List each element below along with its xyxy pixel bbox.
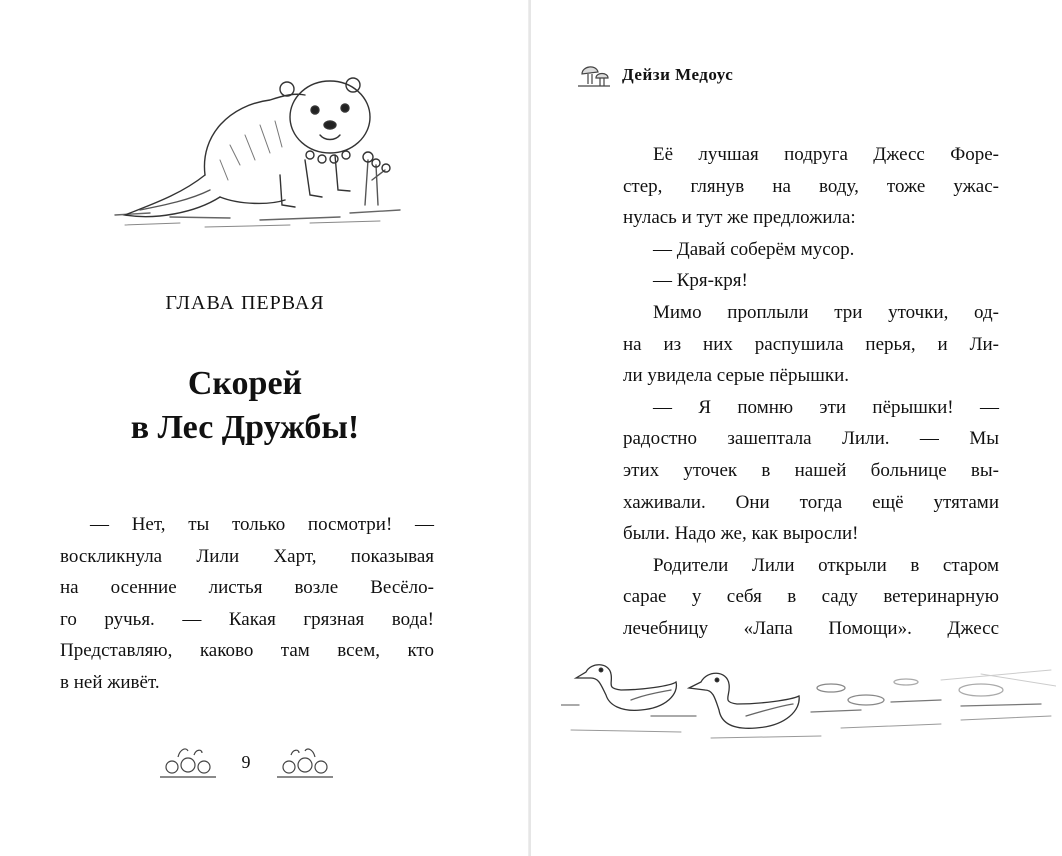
text-line: стер, глянув на воду, тоже ужас- [623, 175, 999, 197]
text-line: этих уточек в нашей больнице вы- [623, 459, 999, 481]
page-number: 9 [241, 752, 251, 772]
text-line: хаживали. Они тогда ещё утятами [623, 491, 999, 513]
running-header: Дейзи Медоус [622, 65, 734, 84]
chapter-title [0, 362, 490, 450]
mushroom-icon [576, 58, 612, 90]
text-line: Её лучшая подруга Джесс Форе- [653, 144, 999, 165]
text-line: Мимо проплыли три уточки, од- [653, 301, 999, 323]
text-line: воскликнула Лили Харт, показывая [60, 545, 434, 567]
ducks-illustration [561, 650, 1056, 750]
otter-illustration [110, 55, 420, 255]
text-line: были. Надо же, как выросли! [623, 523, 859, 545]
text-line: сарае у себя в саду ветеринарную [623, 586, 999, 608]
text-line: на осенние листья возле Весёло- [60, 577, 434, 599]
text-line: — Давай соберём мусор. [653, 238, 855, 260]
chapter-title-line-2: в Лес Дружбы! [130, 409, 360, 446]
left-body-text [60, 509, 434, 699]
text-line: нулась и тут же предложила: [623, 207, 856, 229]
chapter-label: ГЛАВА ПЕРВАЯ [165, 292, 325, 314]
ornament-left [158, 743, 218, 781]
ornament-right [275, 743, 335, 781]
right-body-text [623, 139, 999, 645]
text-line: го ручья. — Какая грязная вода! [60, 608, 434, 630]
text-line: ли увидела серые пёрышки. [623, 365, 849, 387]
right-page [531, 0, 1062, 856]
text-line: радостно зашептала Лили. — Мы [623, 428, 999, 450]
text-line: Родители Лили открыли в старом [653, 554, 999, 576]
chapter-title-line-1: Скорей [187, 365, 303, 402]
text-line: в ней живёт. [60, 671, 160, 693]
text-line: — Я помню эти пёрышки! — [653, 396, 999, 418]
text-line: на из них распушила перья, и Ли- [623, 333, 999, 355]
text-line: — Кря-кря! [653, 270, 748, 292]
text-line: Представляю, каково там всем, кто [60, 640, 434, 662]
left-page [0, 0, 530, 856]
text-line: лечебницу «Лапа Помощи». Джесс [623, 617, 999, 639]
text-line: — Нет, ты только посмотри! — [90, 514, 434, 535]
